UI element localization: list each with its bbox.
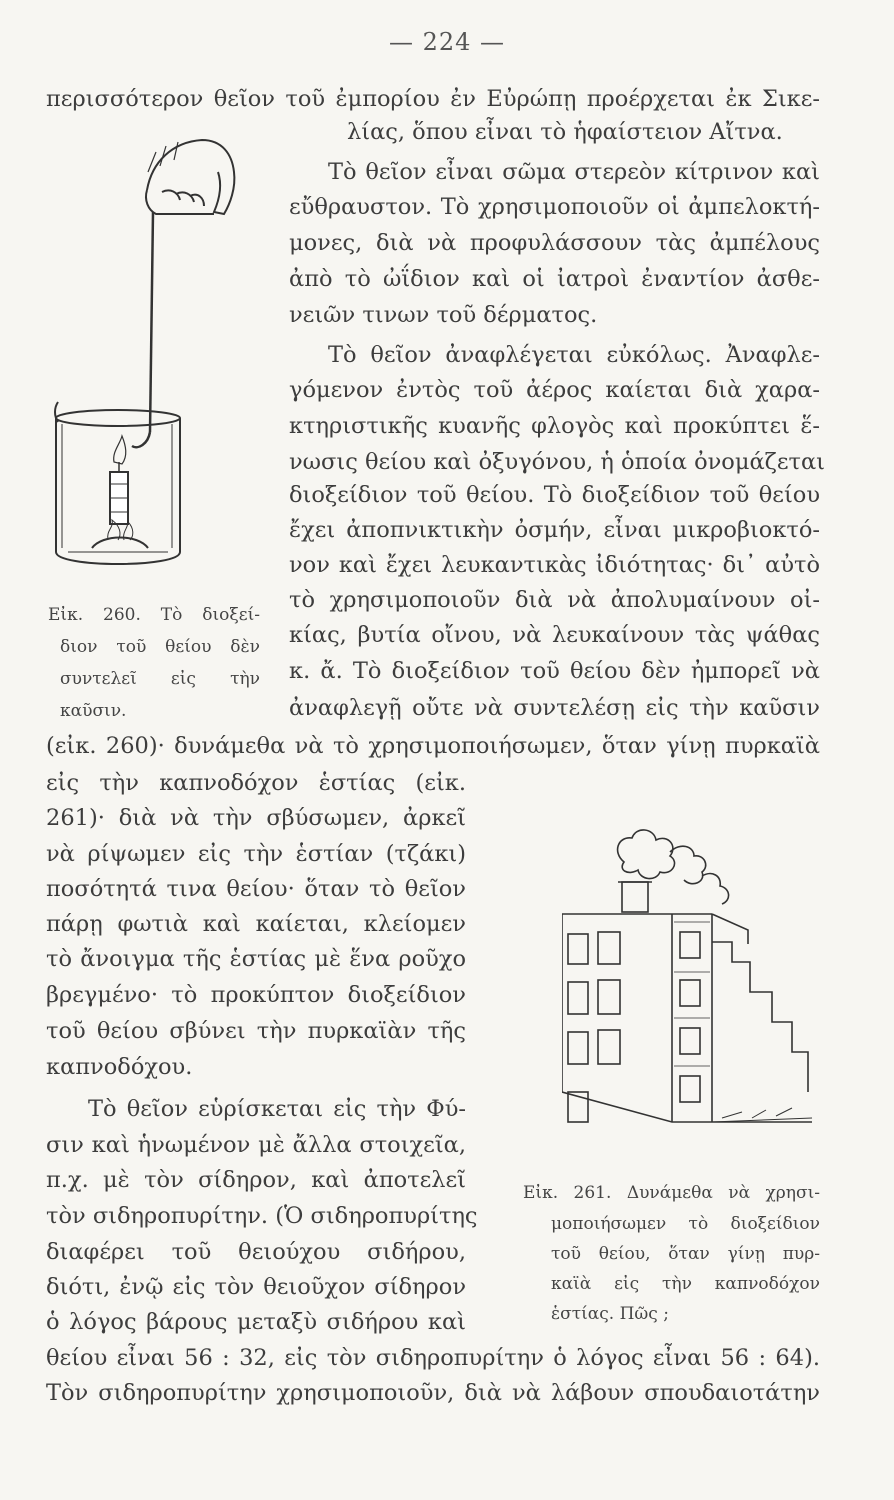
text-line: βρεγμένο· τὸ προκύπτον διοξείδιον	[46, 982, 466, 1008]
caption-261-line: ἑστίας. Πῶς ;	[551, 1304, 669, 1324]
text-line: νὰ ρίψωμεν εἰς τὴν ἑστίαν (τζάκι)	[46, 841, 466, 867]
text-line: διαφέρει τοῦ θειούχου σιδήρου,	[46, 1239, 466, 1265]
text-line: νωσις θείου καὶ ὀξυγόνου, ἡ ὁποία ὀνομάζεται	[289, 449, 825, 475]
text-line: νον καὶ ἔχει λευκαντικὰς ἰδιότητας· δι᾽ αὐτὸ	[289, 552, 820, 578]
text-line: μονες, διὰ νὰ προφυλάσσουν τὰς ἀμπέλους	[289, 230, 820, 256]
text-line: τὸ ἄνοιγμα τῆς ἑστίας μὲ ἕνα ροῦχο	[46, 946, 466, 972]
figure-260-beaker	[52, 132, 252, 602]
text-line: διότι, ἐνῷ εἰς τὸν θειοῦχον σίδηρον	[46, 1274, 466, 1300]
text-line: κίας, βυτία οἴνου, νὰ λευκαίνουν τὰς ψάθας	[289, 622, 820, 648]
text-line: ποσότητά τινα θείου· ὅταν τὸ θεῖον	[46, 876, 466, 902]
text-line: σιν καὶ ἡνωμένον μὲ ἄλλα στοιχεῖα,	[46, 1132, 466, 1158]
text-line: θείου εἶναι 56 : 32, εἰς τὸν σιδηροπυρίτην ὁ λόγος εἶναι 56 : 64).	[46, 1345, 820, 1371]
text-line: ἔχει ἀποπνικτικὴν ὀσμήν, εἶναι μικροβιοκτό-	[289, 517, 820, 543]
text-line: διοξείδιον τοῦ θείου. Τὸ διοξείδιον τοῦ θείου	[289, 482, 820, 508]
caption-260-line: διον τοῦ θείου δὲν	[60, 637, 260, 657]
text-line: νειῶν τινων τοῦ δέρματος.	[289, 302, 598, 328]
text-line: Τὸ θεῖον εἶναι σῶμα στερεὸν κίτρινον καὶ	[328, 159, 820, 185]
text-line: ἀπὸ τὸ ὠΐδιον καὶ οἱ ἰατροὶ ἐναντίον ἀσθε-	[289, 266, 820, 292]
text-line: εἰς τὴν καπνοδόχον ἑστίας (εἰκ.	[46, 770, 466, 796]
caption-261-line: μοποιήσωμεν τὸ διοξείδιον	[551, 1214, 820, 1234]
text-line: κ. ἄ. Τὸ διοξείδιον τοῦ θείου δὲν ἠμπορεῖ νὰ	[289, 658, 820, 684]
caption-261-line: τοῦ θείου, ὅταν γίνῃ πυρ-	[551, 1244, 820, 1264]
text-line: π.χ. μὲ τὸν σίδηρον, καὶ ἀποτελεῖ	[46, 1167, 466, 1193]
text-line: ὁ λόγος βάρους μεταξὺ σιδήρου καὶ	[46, 1309, 466, 1335]
text-line: κτηριστικῆς κυανῆς φλογὸς καὶ προκύπτει ἕ-	[289, 413, 820, 439]
caption-261-line: καϊὰ εἰς τὴν καπνοδόχον	[551, 1274, 820, 1294]
caption-260-line: Εἰκ. 260. Τὸ διοξεί-	[48, 605, 260, 625]
text-line: πάρῃ φωτιὰ καὶ καίεται, κλείομεν	[46, 911, 466, 937]
figure-261-chimney-fire	[562, 822, 822, 1142]
caption-260-line: συντελεῖ εἰς τὴν	[60, 669, 260, 689]
text-line: Τὸ θεῖον εὑρίσκεται εἰς τὴν Φύ-	[88, 1096, 466, 1122]
text-line: Τὸ θεῖον ἀναφλέγεται εὐκόλως. Ἀναφλε-	[328, 342, 820, 368]
page-number: — 224 —	[388, 28, 506, 56]
text-line: τοῦ θείου σβύνει τὴν πυρκαϊὰν τῆς	[46, 1018, 466, 1044]
text-line: εὔθραυστον. Τὸ χρησιμοποιοῦν οἱ ἀμπελοκτή-	[289, 194, 820, 220]
text-line: τὸν σιδηροπυρίτην. (Ὁ σιδηροπυρίτης	[46, 1203, 478, 1229]
text-line: γόμενον ἐντὸς τοῦ ἀέρος καίεται διὰ χαρα-	[289, 377, 820, 403]
text-line: Τὸν σιδηροπυρίτην χρησιμοποιοῦν, διὰ νὰ λάβουν σπουδαιοτάτην	[46, 1380, 820, 1406]
text-line: λίας, ὅπου εἶναι τὸ ἡφαίστειον Αἴτνα.	[347, 119, 783, 145]
text-line: καπνοδόχου.	[46, 1054, 193, 1080]
text-line: (εἰκ. 260)· δυνάμεθα νὰ τὸ χρησιμοποιήσωμεν, ὅταν γίνῃ πυρκαϊὰ	[46, 733, 820, 759]
text-line: ἀναφλεγῇ οὔτε νὰ συντελέσῃ εἰς τὴν καῦσιν	[289, 695, 820, 721]
caption-261-line: Εἰκ. 261. Δυνάμεθα νὰ χρησι-	[523, 1183, 820, 1203]
text-line: περισσότερον θεῖον τοῦ ἐμπορίου ἐν Εὐρώπῃ προέρχεται ἐκ Σικε-	[46, 86, 820, 112]
text-line: τὸ χρησιμοποιοῦν διὰ νὰ ἀπολυμαίνουν οἰ-	[289, 587, 820, 613]
text-line: 261)· διὰ νὰ τὴν σβύσωμεν, ἀρκεῖ	[46, 805, 466, 831]
caption-260-line: καῦσιν.	[60, 701, 127, 721]
